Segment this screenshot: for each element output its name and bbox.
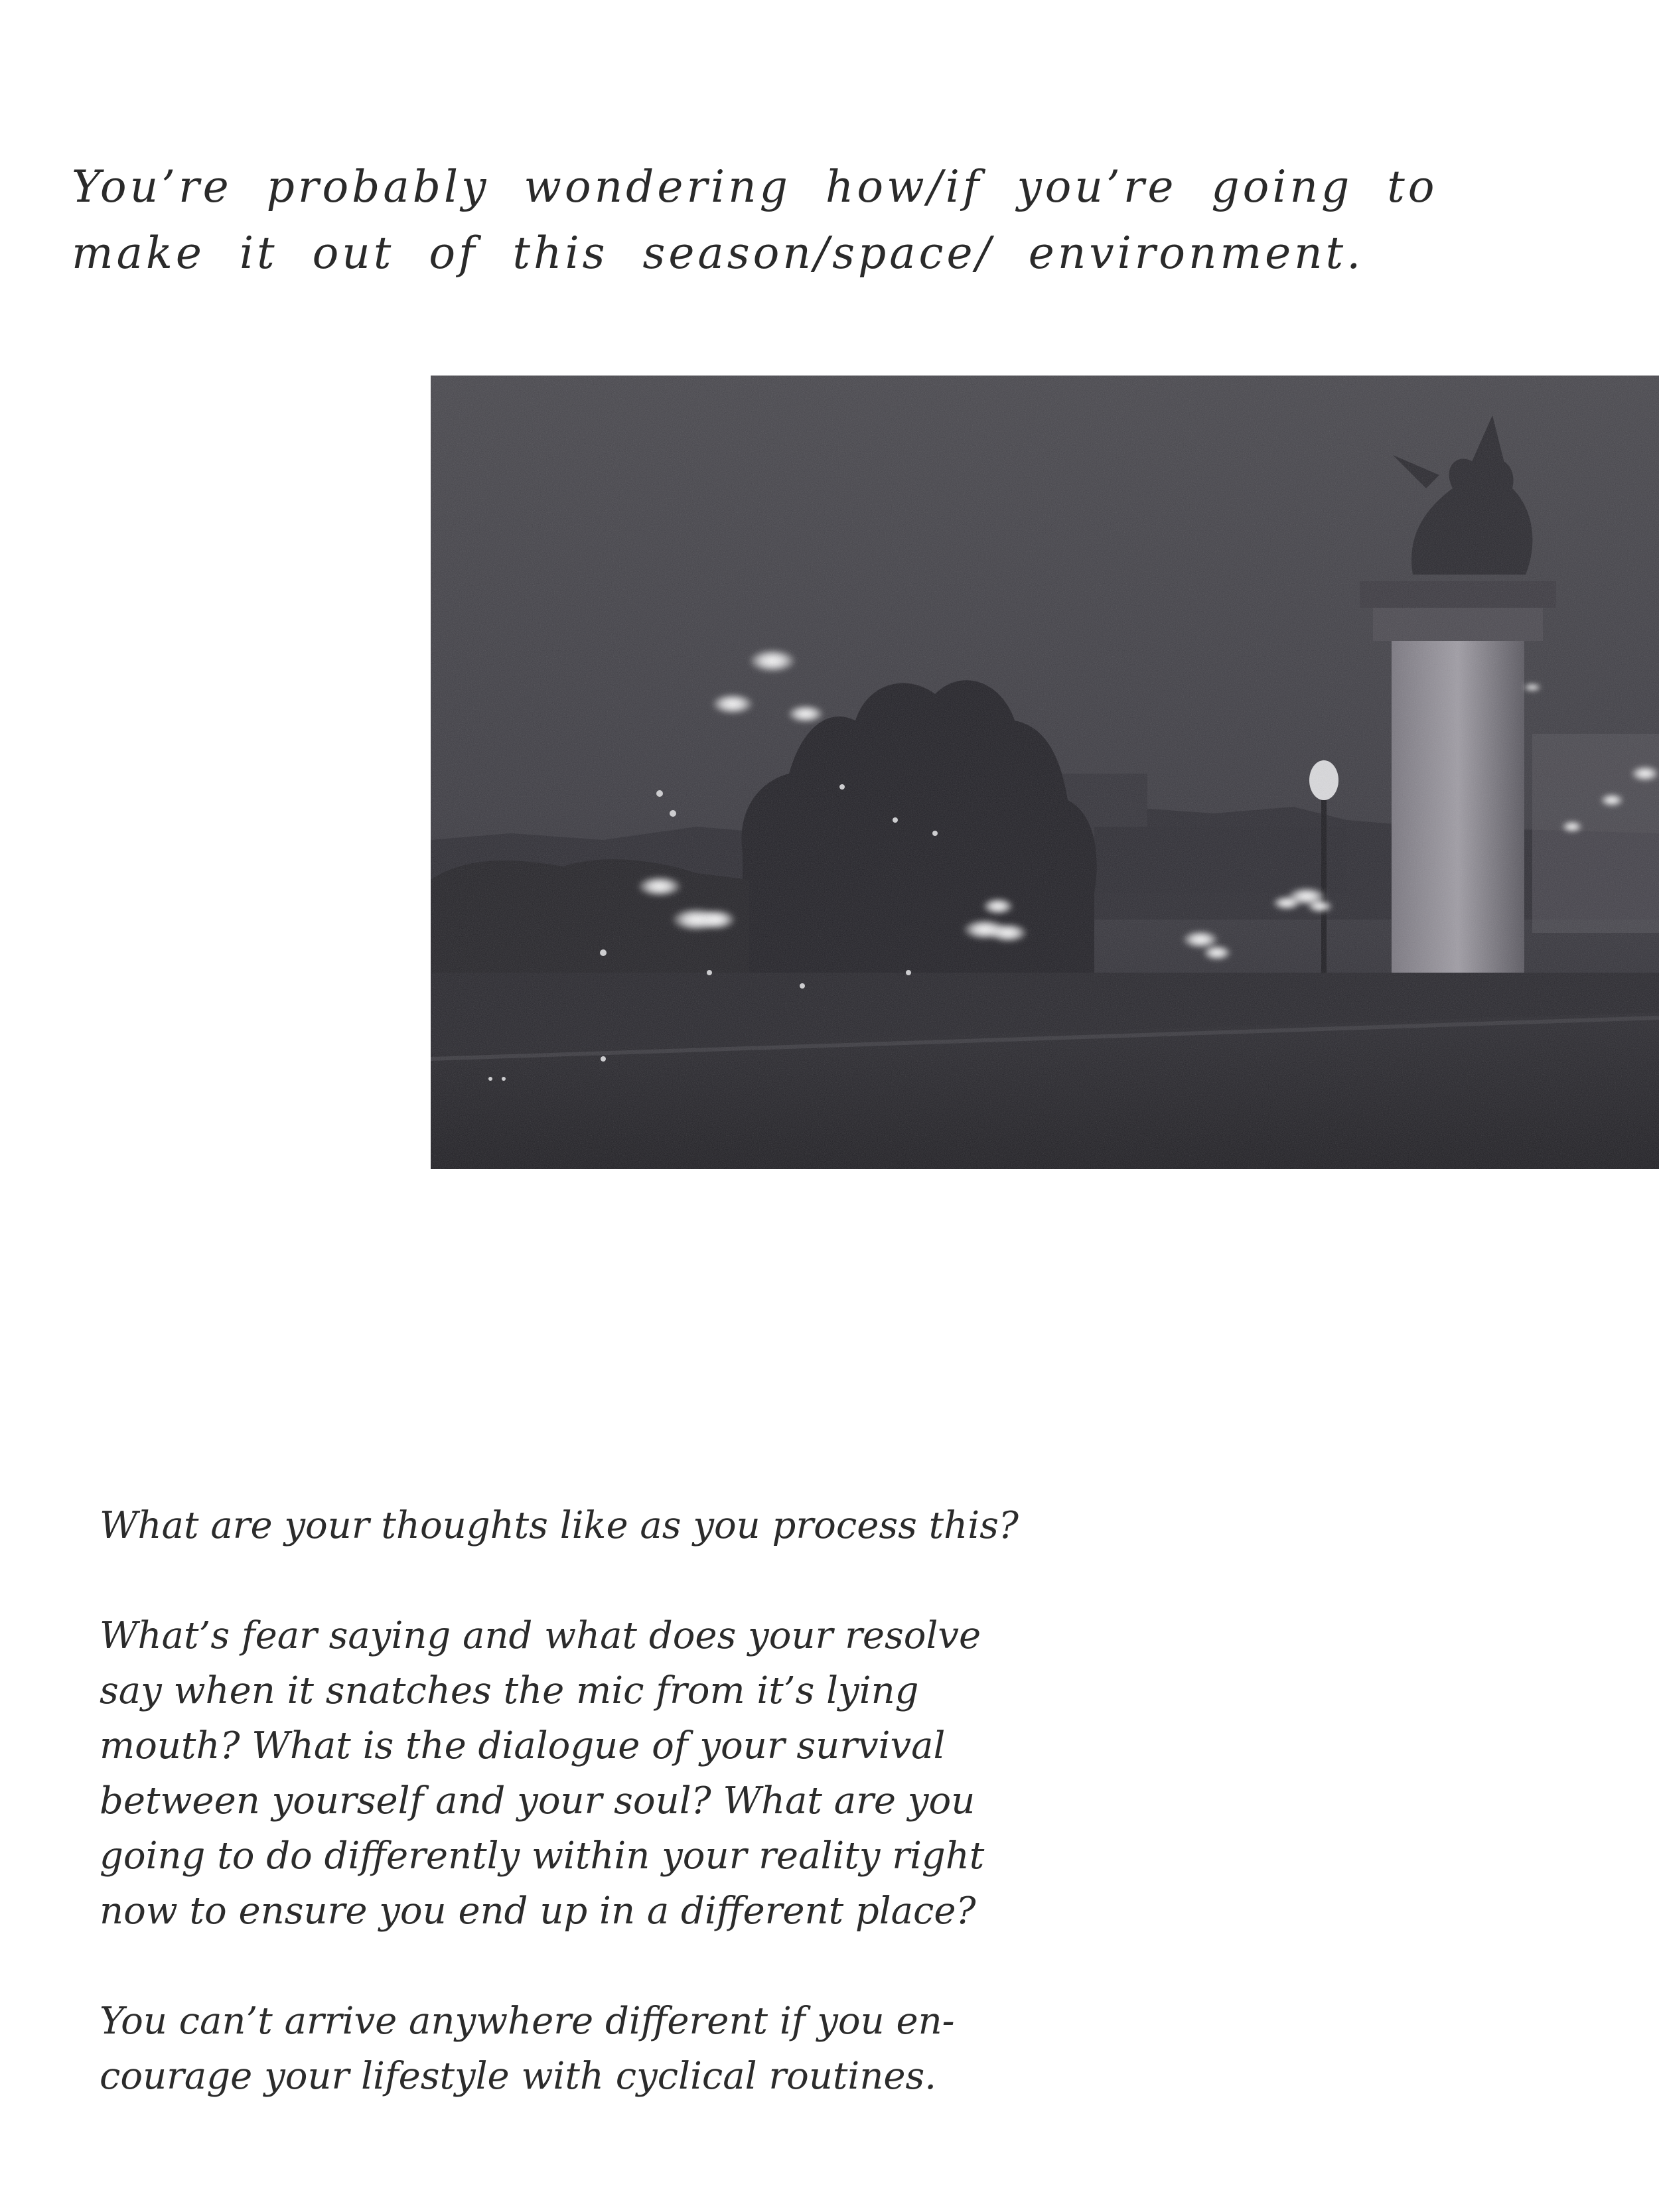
intro-line: make it out of this season/space/ environment. (72, 228, 1364, 279)
text-line: between yourself and your soul? What are you (100, 1779, 975, 1823)
text-line: going to do differently within your reality right (100, 1834, 985, 1878)
text-line: now to ensure you end up in a different place? (100, 1890, 976, 1933)
text-line: You can’t arrive anywhere different if you en- (100, 2000, 955, 2043)
text-line: say when it snatches the mic from it’s lying (100, 1669, 919, 1712)
text-line: mouth? What is the dialogue of your survival (100, 1724, 946, 1767)
text-line: What’s fear saying and what does your resolve (100, 1614, 981, 1657)
intro-line: You’re probably wondering how/if you’re going to (72, 161, 1438, 212)
text-line: What are your thoughts like as you process this? (100, 1504, 1019, 1547)
paragraph-3 (100, 1994, 1042, 2104)
paragraph-1 (100, 1498, 1042, 1553)
body-text (100, 1498, 1042, 2104)
text-line: courage your lifestyle with cyclical routines. (100, 2055, 937, 2098)
night-city-photo (431, 376, 1659, 1169)
paragraph-2 (100, 1608, 1042, 1939)
intro-heading (72, 154, 1438, 287)
